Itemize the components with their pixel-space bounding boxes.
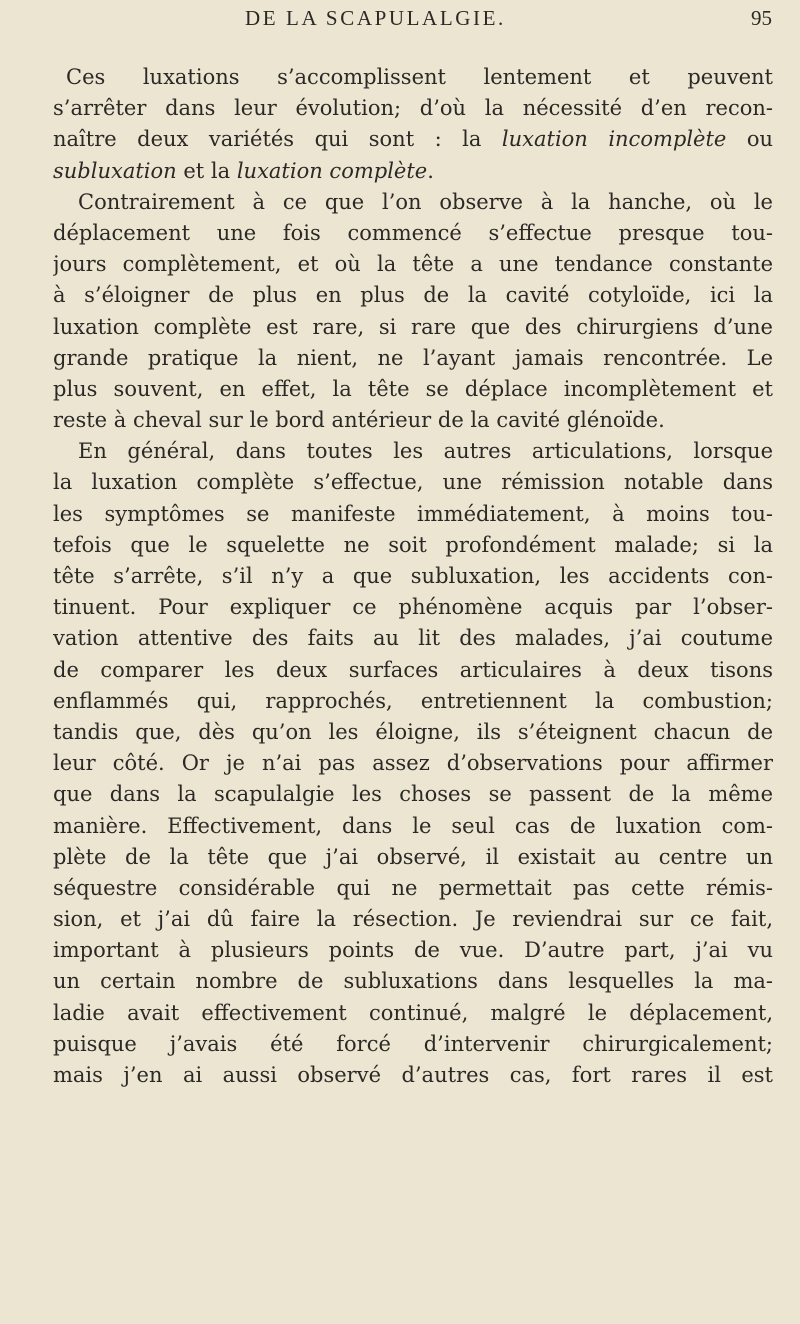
text-segment: tefois que le squelette ne soit profondément malade; si la (53, 532, 773, 557)
text-line (53, 904, 773, 935)
text-line (53, 343, 773, 374)
text-segment: jours complètement, et où la tête a une tendance constante (53, 252, 773, 277)
text-segment: enflammés qui, rapprochés, entretiennent la combustion; (53, 688, 773, 713)
text-segment: plète de la tête que j’ai observé, il existait au centre un (53, 844, 773, 869)
text-line (53, 717, 773, 748)
italic-text: luxation incomplète (501, 127, 727, 152)
text-line (53, 873, 773, 904)
text-segment: déplacement une fois commencé s’effectue presque tou- (53, 220, 773, 245)
text-segment: de comparer les deux surfaces articulaires à deux tisons (53, 657, 773, 682)
running-head: DE LA SCAPULALGIE. (245, 6, 506, 30)
text-segment: naître deux variétés qui sont : la (53, 127, 502, 152)
text-segment: grande pratique la nient, ne l’ayant jamais rencontrée. Le (53, 345, 773, 370)
text-segment: un certain nombre de subluxations dans lesquelles la ma- (53, 969, 773, 994)
text-line (53, 93, 773, 124)
text-segment: tinuent. Pour expliquer ce phénomène acquis par l’obser- (53, 595, 773, 620)
text-segment: vation attentive des faits au lit des malades, j’ai coutume (53, 626, 773, 651)
text-line (53, 312, 773, 343)
text-line (53, 218, 773, 249)
italic-text: subluxation (53, 158, 177, 183)
text-line (53, 249, 773, 280)
text-segment: sion, et j’ai dû faire la résection. Je reviendrai sur ce fait, (53, 907, 773, 932)
text-segment: ou (726, 127, 773, 152)
page-number: 95 (751, 6, 772, 30)
text-segment: leur côté. Or je n’ai pas assez d’observations pour affirmer (53, 751, 773, 776)
text-line (53, 655, 773, 686)
text-segment: Contrairement à ce que l’on observe à la hanche, où le (78, 189, 773, 214)
text-line (53, 1029, 773, 1060)
text-line (53, 623, 773, 654)
text-line (53, 561, 773, 592)
text-segment: tête s’arrête, s’il n’y a que subluxation, les accidents con- (53, 564, 773, 588)
text-line (53, 935, 773, 966)
text-line (53, 62, 773, 93)
text-line (53, 187, 773, 218)
text-segment: Ces luxations s’accomplissent lentement et peuvent (66, 65, 773, 89)
text-segment: s’arrêter dans leur évolution; d’où la nécessité d’en recon- (53, 96, 773, 121)
text-segment: mais j’en ai aussi observé d’autres cas, fort rares il est (53, 1063, 773, 1087)
text-segment: ladie avait effectivement continué, malgré le déplacement, (53, 1000, 773, 1025)
text-line (53, 156, 773, 187)
text-line (53, 748, 773, 779)
text-segment: que dans la scapulalgie les choses se passent de la même (53, 782, 773, 807)
text-segment: séquestre considérable qui ne permettait pas cette rémis- (53, 875, 773, 900)
text-line (53, 124, 773, 155)
text-line (53, 530, 773, 561)
text-segment: important à plusieurs points de vue. D’autre part, j’ai vu (53, 938, 773, 963)
body-text (53, 62, 773, 1091)
text-line (53, 280, 773, 311)
page-header (52, 6, 772, 36)
text-segment: les symptômes se manifeste immédiatement, à moins tou- (53, 501, 773, 526)
italic-text: luxation complète (236, 158, 428, 183)
text-segment: reste à cheval sur le bord antérieur de la cavité glénoïde. (53, 408, 665, 433)
text-segment: la luxation complète s’effectue, une rémission notable dans (53, 470, 773, 495)
text-segment: puisque j’avais été forcé d’intervenir chirurgicalement; (53, 1031, 773, 1056)
text-line (53, 499, 773, 530)
text-line (53, 966, 773, 997)
text-line (53, 405, 773, 436)
text-segment: . (427, 158, 434, 183)
text-segment: En général, dans toutes les autres articulations, lorsque (78, 439, 773, 464)
text-line (53, 374, 773, 405)
text-line (53, 686, 773, 717)
text-line (53, 467, 773, 498)
text-line (53, 842, 773, 873)
text-line (53, 779, 773, 810)
text-segment: luxation complète est rare, si rare que des chirurgiens d’une (53, 314, 773, 339)
text-segment: plus souvent, en effet, la tête se déplace incomplètement et (53, 376, 773, 401)
text-line (53, 436, 773, 467)
text-line (53, 592, 773, 623)
text-segment: à s’éloigner de plus en plus de la cavité cotyloïde, ici la (53, 283, 773, 308)
text-line (53, 1060, 773, 1091)
text-segment: et la (176, 158, 237, 183)
text-segment: manière. Effectivement, dans le seul cas de luxation com- (53, 813, 773, 838)
text-segment: tandis que, dès qu’on les éloigne, ils s’éteignent chacun de (53, 719, 773, 744)
text-line (53, 811, 773, 842)
text-line (53, 998, 773, 1029)
